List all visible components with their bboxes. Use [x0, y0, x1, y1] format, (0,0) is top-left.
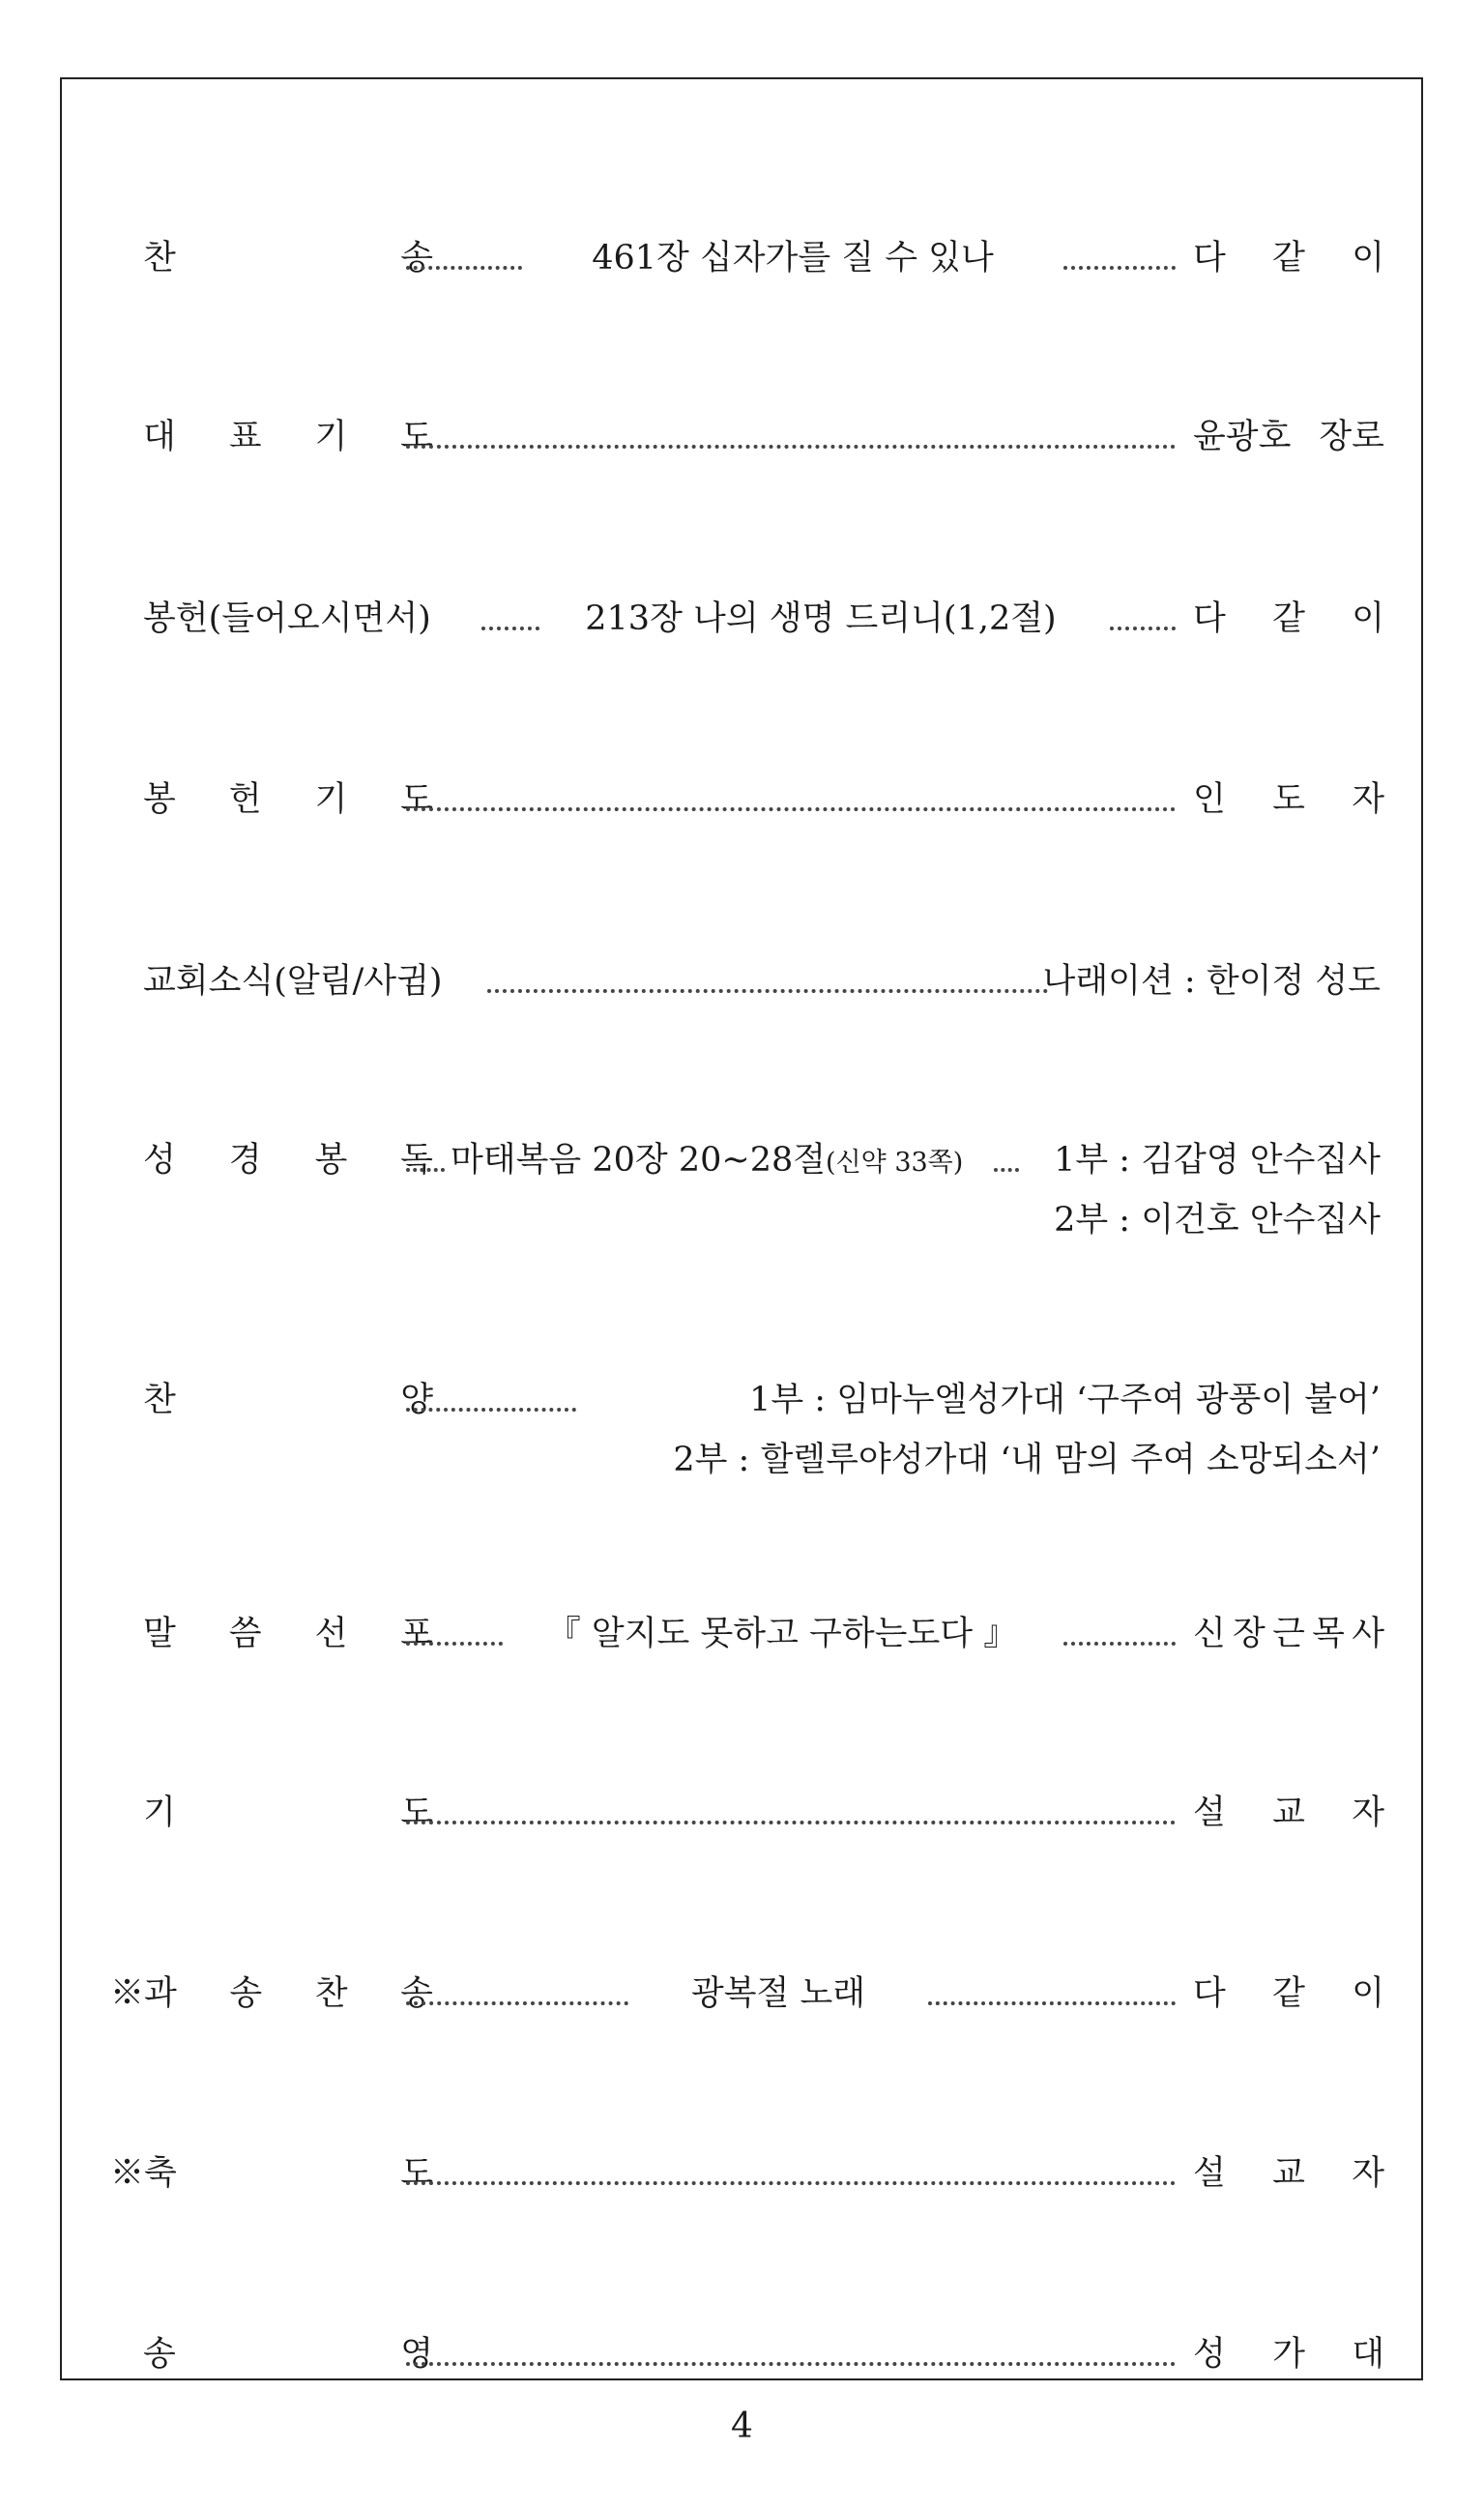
- row-label: 봉헌(들어오시면서): [143, 599, 431, 638]
- dot-leader: [928, 1947, 1176, 2005]
- page-number: 4: [731, 2407, 753, 2446]
- leader-glyph: 다: [1193, 599, 1226, 638]
- label-glyph: 헌: [228, 780, 262, 819]
- leader-glyph: 교: [1272, 2154, 1305, 2193]
- row-detail: 213장 나의 생명 드리니(1,2절): [585, 599, 1057, 638]
- dot-leader: [406, 212, 522, 270]
- leader-glyph: 같: [1272, 239, 1305, 277]
- leader-glyph: 성: [1193, 2335, 1226, 2374]
- leader-glyph: 인: [1193, 780, 1226, 819]
- label-glyph: 도: [400, 1794, 433, 1832]
- label-glyph: 경: [228, 1141, 262, 1180]
- sermon-title: 『 알지도 못하고 구하는도다 』: [546, 1615, 1018, 1653]
- leader-glyph: 이: [1352, 599, 1384, 638]
- label-glyph: 송: [229, 1974, 263, 2013]
- row-detail: 461장 십자가를 질 수 있나: [592, 239, 994, 277]
- leader-glyph: 설: [1193, 2154, 1226, 2193]
- worship-row-prayer: [62, 1784, 1421, 1842]
- dot-leader: [1110, 572, 1176, 630]
- dot-leader: [406, 2308, 1176, 2366]
- order-of-worship-frame: [60, 77, 1423, 2380]
- leader-glyph: 다: [1193, 1974, 1226, 2013]
- row-label: [143, 2325, 433, 2383]
- leader-glyph: 장: [1233, 1615, 1266, 1653]
- scripture-page-note: (신약 33쪽): [826, 1148, 964, 1178]
- dot-leader: [1063, 1588, 1176, 1646]
- dot-leader: [1063, 212, 1176, 270]
- label-glyph: 표: [228, 418, 262, 456]
- leader-glyph: 윤광호: [1193, 418, 1292, 456]
- row-leader: [1193, 1605, 1384, 1663]
- label-glyph: 성: [143, 1141, 176, 1180]
- leader-glyph: 신: [1193, 1615, 1226, 1653]
- label-glyph: 대: [143, 418, 176, 456]
- leader-glyph: 설: [1193, 1794, 1226, 1832]
- label-glyph: 기: [314, 780, 348, 819]
- label-glyph: 봉: [143, 780, 176, 819]
- dot-leader: [406, 1947, 628, 2005]
- row-leader: [1193, 408, 1384, 466]
- worship-row-representative-prayer: [62, 408, 1421, 466]
- leader-glyph: 자: [1352, 780, 1384, 819]
- leader-glyph: 다: [1193, 239, 1226, 277]
- dot-leader: [487, 935, 1048, 993]
- label-glyph: 독: [400, 1141, 433, 1180]
- row-leader: [1193, 2144, 1384, 2203]
- row-label: [143, 1605, 433, 1663]
- leader-glyph: 자: [1352, 2154, 1384, 2193]
- label-glyph: 선: [314, 1615, 348, 1653]
- leader-glyph: 교: [1272, 1794, 1305, 1832]
- leader-glyph: 사: [1352, 1615, 1384, 1653]
- label-glyph: 말: [143, 1615, 176, 1653]
- row-leader: 1부 : 임마누엘성가대 ‘구주여 광풍이 불어’: [749, 1381, 1381, 1419]
- row-leader: [1193, 229, 1384, 287]
- dot-leader: [406, 1354, 576, 1412]
- leader-glyph: 도: [1272, 780, 1305, 819]
- leader-glyph: 같: [1272, 599, 1305, 638]
- dot-leader: [406, 391, 1176, 449]
- leader-glyph: 근: [1272, 1615, 1305, 1653]
- row-leader-second-service: 2부 : 이건호 안수집사: [1054, 1201, 1381, 1240]
- label-glyph: 포: [400, 1615, 433, 1653]
- label-glyph: 양: [400, 1381, 433, 1419]
- leader-glyph: 같: [1272, 1974, 1305, 2013]
- row-leader: [1193, 1965, 1384, 2023]
- label-glyph: 송: [143, 2335, 176, 2374]
- worship-row-scripture-reading-second: [62, 1191, 1421, 1249]
- leader-glyph: 이: [1352, 239, 1384, 277]
- dot-leader: [406, 1766, 1176, 1824]
- worship-row-offering: [62, 590, 1421, 648]
- row-leader: [1193, 771, 1384, 829]
- label-glyph: 송: [400, 1974, 433, 2013]
- label-glyph: 기: [143, 1794, 176, 1832]
- row-leader: [1193, 2325, 1384, 2383]
- row-label: [143, 1784, 433, 1842]
- row-leader: [1193, 1784, 1384, 1842]
- row-leader: 나래이션 : 한이정 성도: [1042, 962, 1381, 1001]
- worship-row-closing-hymn: [62, 1965, 1421, 2023]
- label-glyph: 송: [400, 239, 433, 277]
- leader-glyph: 목: [1312, 1615, 1345, 1653]
- row-label: [143, 229, 433, 287]
- row-label: [143, 1371, 433, 1429]
- leader-glyph: 이: [1352, 1974, 1384, 2013]
- worship-row-doxology: [62, 2325, 1421, 2383]
- label-glyph: 기: [314, 418, 348, 456]
- row-label: [143, 408, 433, 466]
- row-label: 교회소식(알림/사귐): [143, 962, 443, 1001]
- label-glyph: 도: [400, 780, 433, 819]
- worship-row-church-news: [62, 952, 1421, 1010]
- row-label: [143, 771, 433, 829]
- row-label: [110, 1965, 433, 2023]
- dot-leader: [406, 1114, 445, 1172]
- leader-glyph: 장로: [1319, 418, 1384, 456]
- label-glyph: 영: [400, 2335, 433, 2374]
- leader-glyph: 자: [1352, 1794, 1384, 1832]
- leader-glyph: 대: [1352, 2335, 1384, 2374]
- row-leader: 1부 : 김갑영 안수집사: [1054, 1141, 1381, 1180]
- row-detail: [451, 1131, 1031, 1189]
- row-label: [143, 1131, 433, 1189]
- scripture-passage: 마태복음 20장 20~28절: [451, 1141, 827, 1180]
- label-glyph: ※축: [110, 2154, 177, 2193]
- row-label: [110, 2144, 433, 2203]
- leader-glyph: 가: [1272, 2335, 1305, 2374]
- row-leader: [1193, 590, 1384, 648]
- worship-row-sermon: [62, 1605, 1421, 1663]
- label-glyph: 찬: [314, 1974, 348, 2013]
- label-glyph: 찬: [143, 239, 176, 277]
- dot-leader: [994, 1114, 1019, 1172]
- dot-leader: [406, 1588, 503, 1646]
- label-glyph: 씀: [228, 1615, 262, 1653]
- label-glyph: 도: [400, 418, 433, 456]
- dot-leader: [406, 753, 1176, 811]
- worship-row-choir-anthem: [62, 1371, 1421, 1429]
- row-detail: 광복절 노래: [690, 1974, 866, 2013]
- worship-row-benediction: [62, 2144, 1421, 2203]
- dot-leader: [481, 572, 539, 630]
- worship-row-offering-prayer: [62, 771, 1421, 829]
- worship-row-choir-anthem-second: [62, 1431, 1421, 1489]
- label-glyph: 봉: [314, 1141, 348, 1180]
- row-leader-second-service: 2부 : 할렐루야성가대 ‘내 맘의 주여 소망되소서’: [673, 1441, 1381, 1479]
- dot-leader: [406, 2127, 1176, 2185]
- label-glyph: 도: [400, 2154, 433, 2193]
- label-glyph: 찬: [143, 1381, 176, 1419]
- worship-row-hymn: [62, 229, 1421, 287]
- worship-row-scripture-reading: [62, 1131, 1421, 1189]
- label-glyph: ※과: [110, 1974, 177, 2013]
